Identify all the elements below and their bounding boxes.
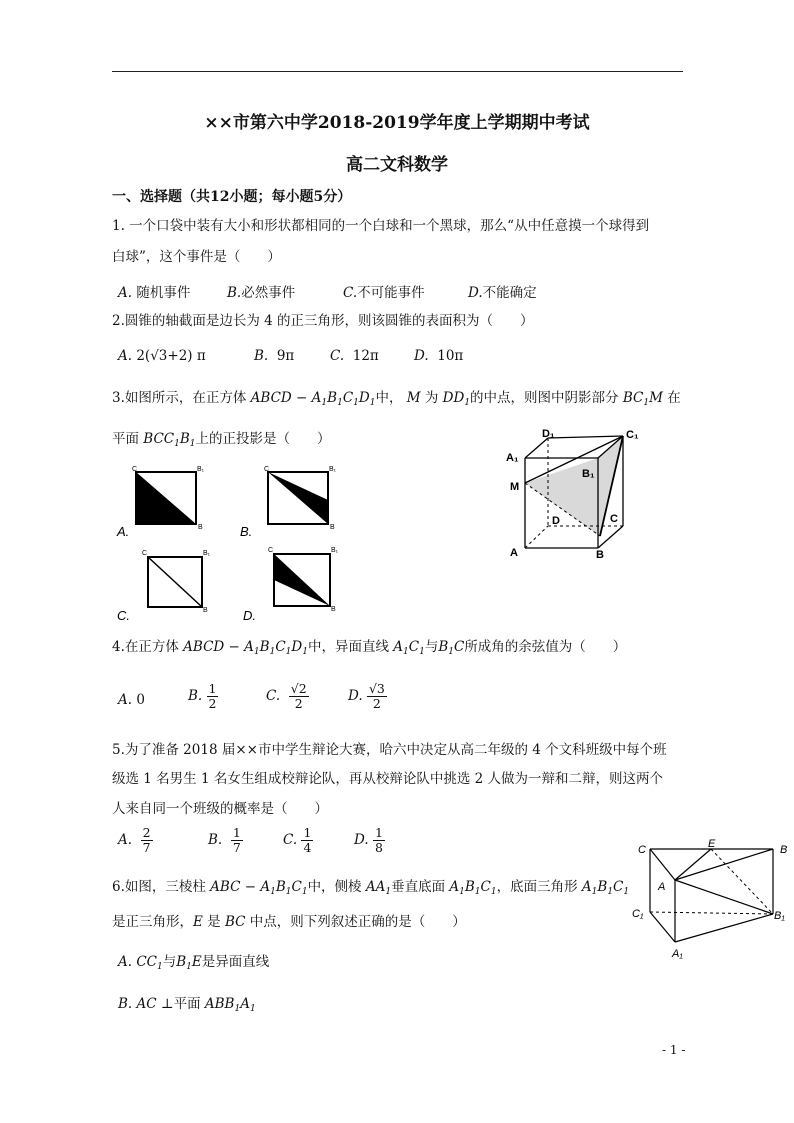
cube-label-m: M [510, 481, 520, 493]
section-heading: 一、选择题（共12小题；每小题5分） [112, 189, 352, 205]
fig-c-letter: C. [117, 608, 130, 622]
q6-option-b[interactable]: B. AC ⊥平面 $ABB_1A_1$ [118, 996, 256, 1014]
q4-option-c[interactable]: C. $\frac{√2}{2}$ [266, 681, 307, 711]
q1-line2: 白球”，这个事件是（ ） [112, 249, 281, 265]
q5-line1: 5.为了准备 2018 届××市中学生辩论大赛，哈六中决定从高二年级的 4 个文科班级中每个班 [112, 742, 667, 758]
exam-subtitle: 高二文科数学 [346, 155, 448, 175]
cube-label-b: B [596, 549, 604, 561]
fig-c-label-c: C [142, 550, 148, 557]
cube-label-a: A [510, 547, 518, 559]
q3-figure-d[interactable] [243, 547, 339, 622]
prism-label-a: A [658, 881, 666, 893]
q2-option-a[interactable]: A. 2(√3+2) π [118, 348, 206, 364]
cube-label-c: C [610, 513, 618, 525]
fig-d-label-c: C [268, 547, 274, 554]
prism-figure [628, 835, 793, 965]
q3-line2: 平面 $BCC_1B_1$上的正投影是（ ） [112, 431, 331, 449]
fig-b-letter: B. [240, 524, 253, 539]
cube-label-d: D [552, 515, 560, 527]
fig-c-label-b: B [203, 607, 208, 614]
q4-option-d[interactable]: D. $\frac{√3}{2}$ [348, 681, 385, 711]
exam-title: ××市第六中学2018-2019学年度上学期期中考试 [204, 113, 590, 133]
header-rule [112, 71, 683, 72]
prism-label-b1: B₁ [774, 910, 785, 922]
q3-figure-c[interactable] [117, 550, 211, 622]
fig-b-label-b: B [330, 524, 335, 531]
q3-line1: 3.如图所示，在正方体 ABCD − $A_1B_1C_1D_1$中， M 为 $DD_1$的中点，则图中阴影部分 $BC_1M$ 在 [112, 390, 681, 408]
fig-d-label-b1: B₁ [331, 547, 339, 554]
q5-option-b[interactable]: B. $\frac{1}{7}$ [208, 825, 241, 855]
fig-b-label-c: C [264, 466, 270, 473]
fig-a-label-b1: B₁ [197, 466, 205, 473]
fig-c-label-b1: B₁ [203, 550, 211, 557]
q4-line1: 4.在正方体 ABCD − $A_1B_1C_1D_1$中，异面直线 $A_1C_1$与$B_1C$所成角的余弦值为（ ） [112, 639, 627, 657]
q3-figure-a[interactable] [116, 466, 205, 539]
fig-a-label-c: C [132, 466, 138, 473]
q1-option-a[interactable]: A. 随机事件 [118, 285, 191, 301]
q1-option-b[interactable]: B.必然事件 [227, 285, 296, 301]
q2-option-d[interactable]: D. 10π [414, 348, 464, 364]
q1-option-c[interactable]: C.不可能事件 [343, 285, 425, 301]
prism-label-c: C [638, 844, 646, 856]
q2-option-b[interactable]: B. 9π [254, 348, 295, 364]
cube-label-b1: B₁ [582, 468, 595, 480]
q3-figure-b[interactable] [240, 466, 337, 539]
cube-label-c1: C₁ [626, 429, 639, 441]
prism-label-b: B [780, 844, 788, 856]
q5-line2: 级选 1 名男生 1 名女生组成校辩论队，再从校辩论队中挑选 2 人做为一辩和二辩，则这两个 [112, 771, 664, 787]
q2-line1: 2.圆锥的轴截面是边长为 4 的正三角形，则该圆锥的表面积为（ ） [112, 313, 534, 329]
q6-option-a[interactable]: A. $CC_1$与$B_1E$是异面直线 [118, 954, 270, 972]
prism-label-e: E [708, 838, 716, 850]
q1-option-d[interactable]: D.不能确定 [468, 285, 537, 301]
cube-label-d1: D₁ [542, 428, 555, 440]
q2-option-c[interactable]: C. 12π [330, 348, 379, 364]
fig-a-letter: A. [117, 524, 130, 539]
prism-label-a1: A₁ [672, 948, 683, 960]
fig-a-label-b: B [198, 524, 203, 531]
q5-option-d[interactable]: D. $\frac{1}{8}$ [354, 825, 383, 855]
prism-label-c1: C₁ [632, 908, 644, 920]
q1-line1: 1. 一个口袋中装有大小和形状都相同的一个白球和一个黑球，那么“从中任意摸一个球得到 [112, 218, 650, 234]
cube-label-a1: A₁ [506, 452, 519, 464]
fig-b-label-b1: B₁ [329, 466, 337, 473]
page-number: - 1 - [662, 1043, 686, 1057]
fig-d-label-b: B [331, 606, 336, 613]
q5-option-a[interactable]: A. $\frac{2}{7}$ [118, 825, 151, 855]
q4-option-a[interactable]: A. 0 [118, 692, 145, 708]
q6-line2: 是正三角形，E 是 BC 中点，则下列叙述正确的是（ ） [112, 914, 466, 930]
q4-option-b[interactable]: B. $\frac{1}{2}$ [188, 681, 217, 711]
q6-line1: 6.如图，三棱柱 ABC − $A_1B_1C_1$中，侧棱 $AA_1$垂直底面 $A_1B_1C_1$，底面三角形 $A_1B_1C_1$ [112, 879, 630, 897]
q3-option-figures [112, 462, 362, 622]
cube-figure [500, 428, 650, 563]
fig-d-letter: D. [243, 608, 256, 622]
q5-option-c[interactable]: C. $\frac{1}{4}$ [283, 825, 312, 855]
q5-line3: 人来自同一个班级的概率是（ ） [112, 801, 328, 817]
